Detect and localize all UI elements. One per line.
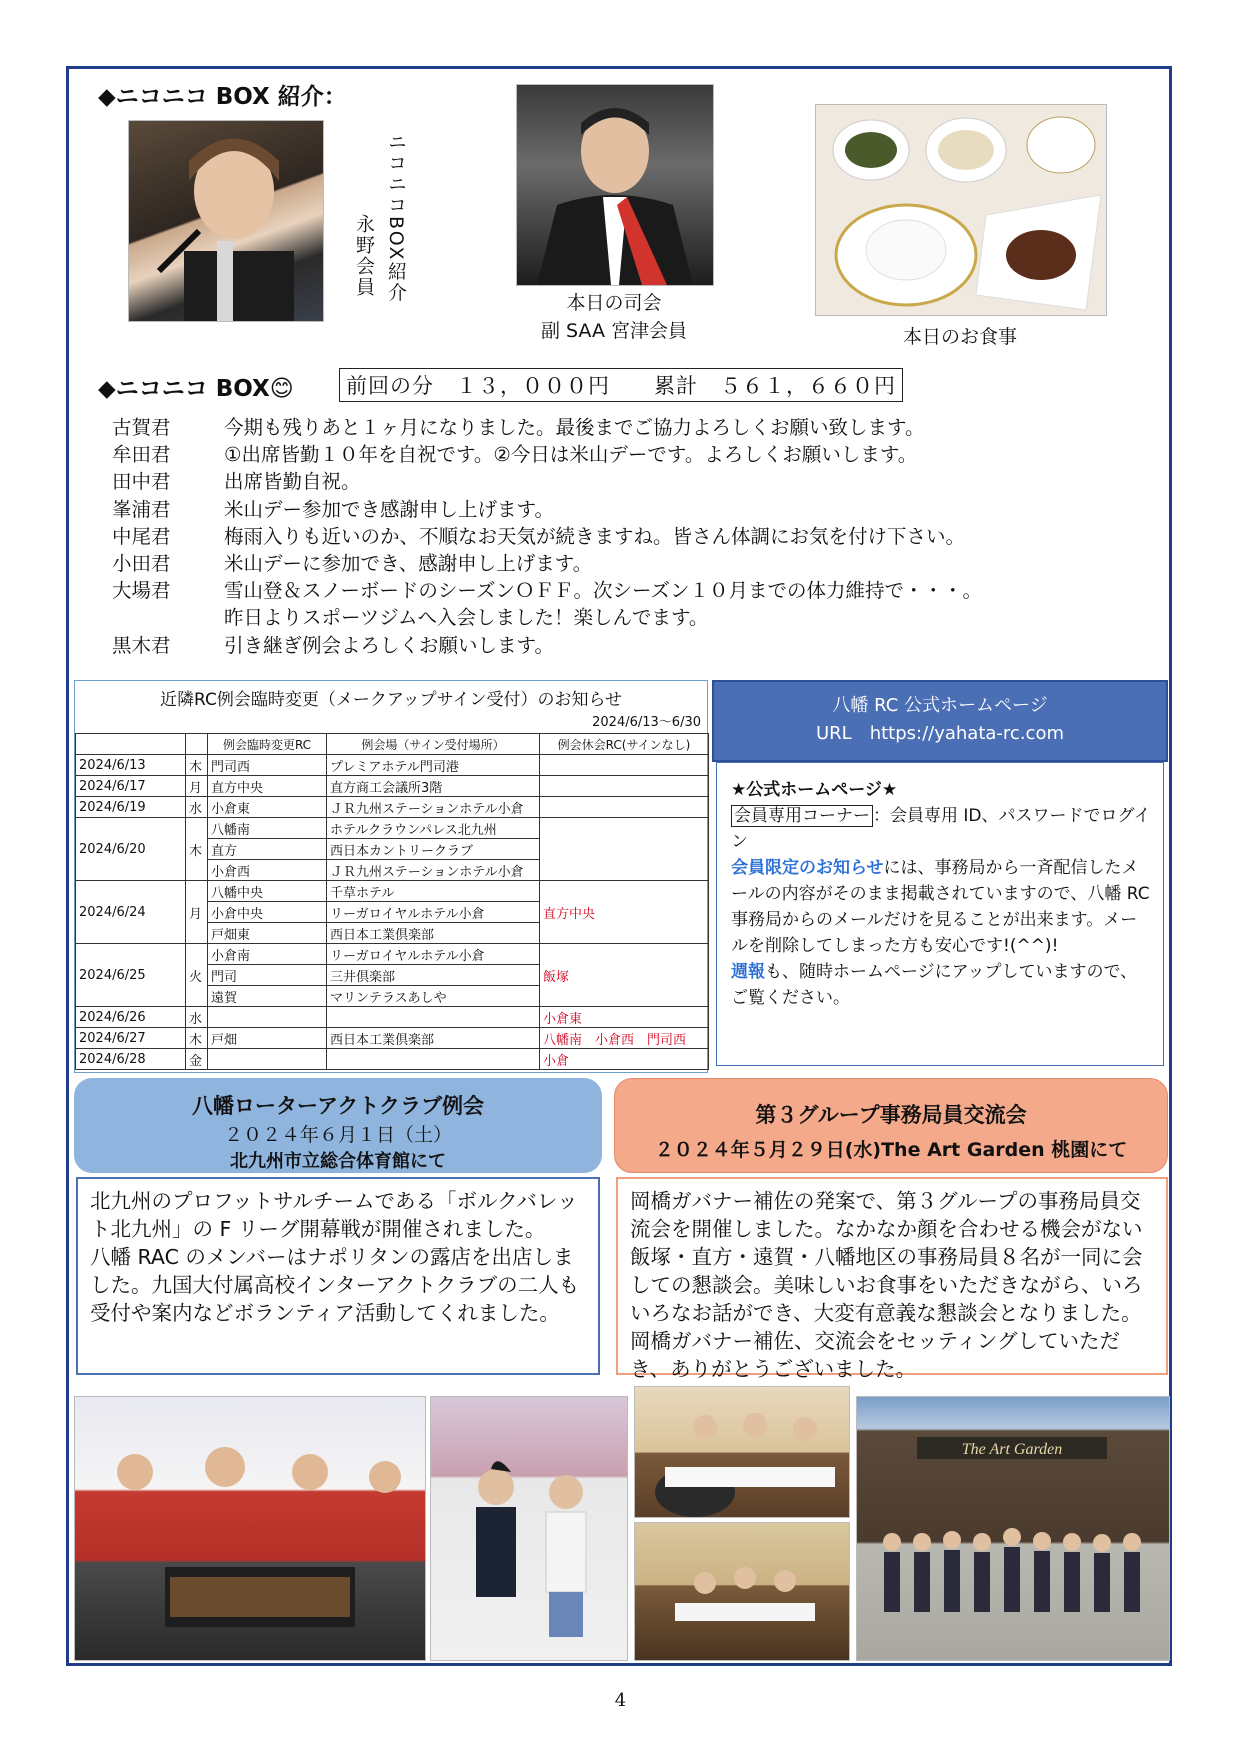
cell-closed [540,797,709,818]
message-row [112,441,982,468]
table-row [76,755,709,776]
svg-text:The Art Garden: The Art Garden [961,1441,1063,1458]
members-corner-text: ：会員専用 ID、パスワードでログイン [731,806,1151,852]
cell-date: 2024/6/17 [76,776,186,797]
message-row [112,632,982,659]
message-name: 大場君 [112,579,171,603]
weekly-label: 週報 [731,962,765,982]
exchange-dinner-photo-1 [634,1386,850,1518]
cell-date: 2024/6/26 [76,1007,186,1028]
speaker-illustration [129,121,323,321]
niko-intro-title: ◆ニコニコ BOX 紹介： [98,84,347,110]
exchange-dinner-illustration-2 [635,1523,849,1660]
header-dow [186,734,208,755]
weekly-text: も、随時ホームページにアップしていますので、ご覧ください。 [731,962,1138,1008]
cell-dow: 水 [186,797,208,818]
niko-messages [112,414,982,659]
homepage-star-title: ★公式ホームページ★ [731,780,898,800]
cell-date: 2024/6/20 [76,818,186,881]
cell-date: 2024/6/13 [76,755,186,776]
rc-schedule-panel [74,680,708,1073]
rotaract-booth-photo [74,1396,426,1661]
members-corner-line [731,803,1153,855]
cell-date: 2024/6/24 [76,881,186,944]
message-name: 小田君 [112,552,171,576]
cell-dow: 火 [186,944,208,1007]
niko-box-totals: 前回の分 １３，０００円 累計 ５６１，６６０円 [339,368,903,402]
cell-rc: 直方中央 [208,776,327,797]
message-text: 雪山登＆スノーボードのシーズンＯＦＦ。次シーズン１０月までの体力維持で・・・。 [224,579,982,603]
rotaract-place: 北九州市立総合体育館にて [230,1151,446,1172]
cell-venue: ＪＲ九州ステーションホテル小倉 [327,797,540,818]
niko-vertical-name: 永野会員 [353,214,375,298]
rotaract-booth-illustration [75,1397,425,1660]
niko-box-title: ◆ニコニコ BOX😊 [98,376,294,402]
cell-rc: 直方 [208,839,327,860]
message-row [112,496,982,523]
homepage-header [712,680,1168,762]
rc-table-title: 近隣RC例会臨時変更（メークアップサイン受付）のお知らせ [160,690,622,710]
cell-closed: 小倉 [540,1049,709,1070]
table-row [76,797,709,818]
cell-venue [327,1007,540,1028]
cell-rc: 戸畑 [208,1028,327,1049]
exchange-dinner-photo-2 [634,1522,850,1661]
message-text: 昨日よりスポーツジムへ入会しました！楽しんでます。 [224,606,709,630]
mc-photo [516,84,714,286]
table-row [76,881,709,902]
cell-closed: 小倉東 [540,1007,709,1028]
cell-rc: 小倉東 [208,797,327,818]
header-date [76,734,186,755]
cell-date: 2024/6/19 [76,797,186,818]
message-row [112,468,982,495]
cell-rc: 戸畑東 [208,923,327,944]
table-row [76,1028,709,1049]
cell-venue: 西日本カントリークラブ [327,839,540,860]
message-text: 出席皆勤自祝。 [224,470,361,494]
rotaract-banner [74,1078,602,1173]
rc-schedule-table [75,733,709,1070]
table-row [76,1049,709,1070]
cell-rc: 小倉南 [208,944,327,965]
cell-venue: ＪＲ九州ステーションホテル小倉 [327,860,540,881]
message-text: 米山デー参加でき感謝申し上げます。 [224,497,554,521]
table-header-row [76,734,709,755]
cell-date: 2024/6/25 [76,944,186,1007]
header-rc: 例会臨時変更RC [208,734,327,755]
homepage-body [716,762,1164,1066]
message-name: 牟田君 [112,443,171,467]
message-name: 田中君 [112,470,171,494]
message-name [112,604,224,631]
cell-dow: 月 [186,776,208,797]
cell-venue: 西日本工業倶楽部 [327,923,540,944]
cell-rc: 小倉中央 [208,902,327,923]
exchange-title: 第３グループ事務局員交流会 [755,1103,1027,1127]
cell-rc: 門司 [208,965,327,986]
exchange-body: 岡橋ガバナー補佐の発案で、第３グループの事務局員交流会を開催しました。なかなか顔を合わせる機会がない飯塚・直方・遠賀・八幡地区の事務局員８名が一同に会しての懇談会。美味しいお食事をいただきながら、いろいろなお話ができ、大変有意義な懇談会となりました。 岡橋ガバナー補佐、交流会をセッティングしていただき、ありがとうございました。 [616,1177,1168,1375]
notice-line [731,855,1153,959]
page-number: 4 [614,1690,627,1711]
cell-closed [540,776,709,797]
cell-closed: 直方中央 [540,881,709,944]
cell-dow: 木 [186,818,208,881]
cell-rc: 遠賀 [208,986,327,1007]
cell-rc: 八幡中央 [208,881,327,902]
niko-vertical-title: ニコニコBOX紹介 [385,132,407,304]
message-row [112,577,982,604]
mc-caption-1: 本日の司会 [566,292,662,314]
cell-dow: 金 [186,1049,208,1070]
cell-dow: 木 [186,1028,208,1049]
cell-dow: 月 [186,881,208,944]
cell-rc: 八幡南 [208,818,327,839]
notice-label: 会員限定のお知らせ [731,858,884,878]
message-row [112,550,982,577]
header-venue: 例会場（サイン受付場所） [327,734,540,755]
cell-closed [540,755,709,776]
cell-venue: 三井倶楽部 [327,965,540,986]
cell-venue: リーガロイヤルホテル小倉 [327,944,540,965]
mc-illustration [517,85,713,285]
meal-photo [815,104,1107,316]
cell-rc [208,1007,327,1028]
exchange-date-place: ２０２４年５月２９日(水)The Art Garden 桃園にて [654,1139,1128,1161]
meal-illustration [816,105,1106,315]
rotaract-body: 北九州のプロフットサルチームである「ボルクバレット北九州」の F リーグ開幕戦が開催されました。 八幡 RAC のメンバーはナポリタンの露店を出店しました。九国大付属高校インターアクトクラブの二人も受付や案内などボランティア活動してくれました。 [76,1177,600,1375]
speaker-photo [128,120,324,322]
cell-closed: 飯塚 [540,944,709,1007]
message-name: 古賀君 [112,416,171,439]
table-row [76,944,709,965]
cell-date: 2024/6/28 [76,1049,186,1070]
message-row [112,604,982,631]
cell-dow: 木 [186,755,208,776]
cell-closed: 八幡南 小倉西 門司西 [540,1028,709,1049]
homepage-title: 八幡 RC 公式ホームページ [832,695,1048,716]
cell-closed [540,818,709,881]
message-name: 峯浦君 [112,497,171,521]
cell-venue [327,1049,540,1070]
cell-venue: 直方商工会議所3階 [327,776,540,797]
rotaract-members-illustration [431,1397,627,1660]
notice-text: には、事務局から一斉配信したメールの内容がそのまま掲載されていますので、八幡 RC 事務局からのメールだけを見ることが出来ます。メールを削除してしまった方も安心です!(^^)! [731,858,1150,956]
message-name: 中尾君 [112,524,171,548]
cell-venue: プレミアホテル門司港 [327,755,540,776]
table-row [76,818,709,839]
table-row [76,1007,709,1028]
rotaract-members-photo [430,1396,628,1661]
meal-caption: 本日のお食事 [902,326,1017,348]
cell-dow: 水 [186,1007,208,1028]
cell-venue: リーガロイヤルホテル小倉 [327,902,540,923]
cell-venue: 西日本工業倶楽部 [327,1028,540,1049]
homepage-url[interactable]: URL https://yahata-rc.com [815,723,1064,744]
cell-rc: 小倉西 [208,860,327,881]
rotaract-date: ２０２４年６月１日（土） [223,1124,452,1146]
exchange-dinner-illustration-1 [635,1387,849,1517]
members-corner-label: 会員専用コーナー [731,805,873,827]
cell-rc [208,1049,327,1070]
message-text: 梅雨入りも近いのか、不順なお天気が続きますね。皆さん体調にお気を付け下さい。 [224,524,966,548]
message-row [112,414,982,441]
message-text: 米山デーに参加でき、感謝申し上げます。 [224,552,593,576]
exchange-group-photo [856,1396,1170,1661]
cell-date: 2024/6/27 [76,1028,186,1049]
exchange-banner [614,1078,1168,1173]
message-row [112,523,982,550]
table-row [76,776,709,797]
cell-venue: 千草ホテル [327,881,540,902]
message-text: 引き継ぎ例会よろしくお願いします。 [224,633,554,657]
mc-caption-2: 副 SAA 宮津会員 [540,320,688,342]
exchange-group-illustration [857,1397,1169,1660]
weekly-line [731,959,1153,1011]
message-text: 今期も残りあと１ヶ月になりました。最後までご協力よろしくお願い致します。 [224,416,925,439]
message-name: 黒木君 [112,633,171,657]
header-closed: 例会休会RC(サインなし) [540,734,709,755]
cell-venue: ホテルクラウンパレス北九州 [327,818,540,839]
rc-table-period: 2024/6/13～6/30 [592,715,701,730]
cell-rc: 門司西 [208,755,327,776]
message-text: ①出席皆勤１０年を自祝です。②今日は米山デーです。よろしくお願いします。 [224,443,918,467]
cell-venue: マリンテラスあしや [327,986,540,1007]
rotaract-title: 八幡ローターアクトクラブ例会 [192,1094,484,1118]
